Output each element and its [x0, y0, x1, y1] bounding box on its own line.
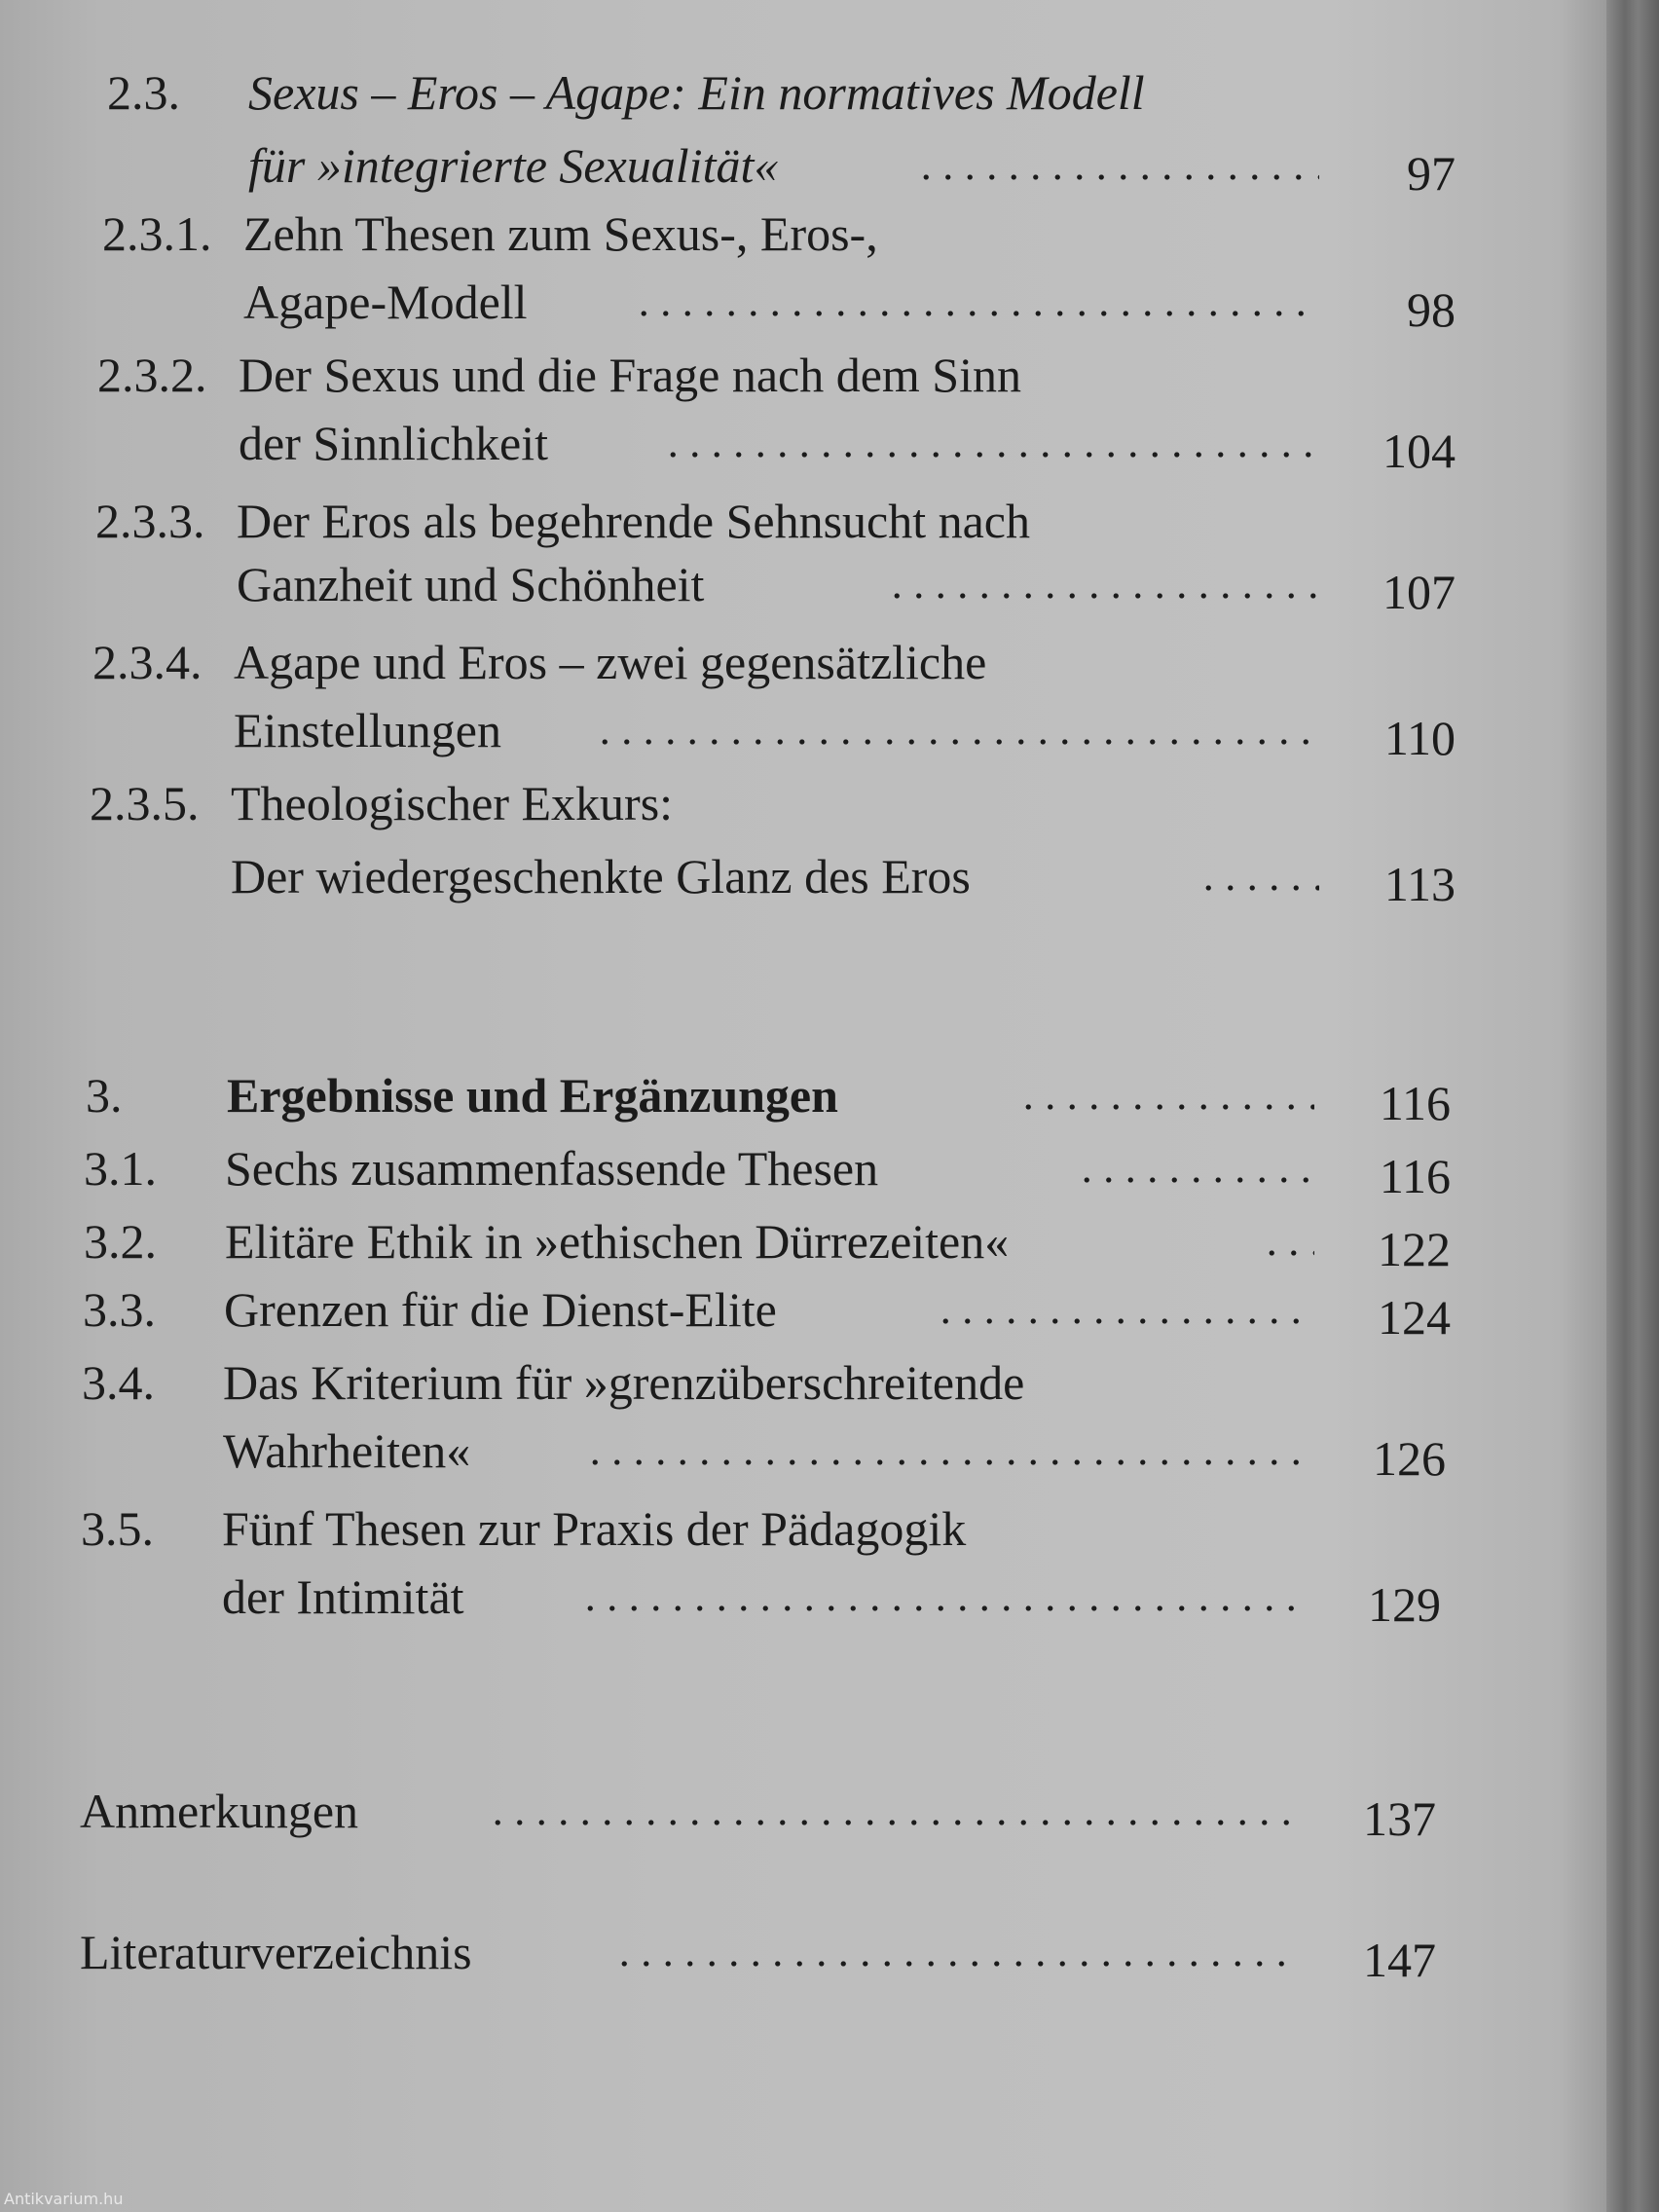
- entry-number: 2.3.1.: [102, 206, 212, 261]
- toc-entry-2-3-4: [0, 628, 1519, 696]
- entry-page: 113: [1383, 857, 1456, 911]
- entry-number: 3.4.: [82, 1355, 155, 1410]
- entry-page: 116: [1379, 1149, 1451, 1203]
- leader-dots: [487, 1820, 1300, 1825]
- entry-page: 107: [1382, 565, 1456, 619]
- toc-entry-2-3-cont: [0, 131, 1519, 200]
- entry-page: 122: [1378, 1222, 1451, 1276]
- page-edge-shadow: [1606, 0, 1659, 2212]
- entry-page: 110: [1383, 711, 1456, 765]
- entry-title-cont: Einstellungen: [234, 703, 501, 757]
- toc-entry-2-3-5-cont: [0, 842, 1519, 910]
- entry-title: Fünf Thesen zur Praxis der Pädagogik: [222, 1501, 967, 1556]
- leader-dots: [594, 739, 1319, 745]
- entry-number: 2.3.: [107, 65, 180, 120]
- entry-title: Grenzen für die Dienst-Elite: [224, 1282, 777, 1337]
- entry-title: Sexus – Eros – Agape: Ein normatives Modell: [248, 65, 1145, 120]
- entry-title-cont: für »integrierte Sexualität«: [248, 138, 779, 193]
- leader-dots: [935, 1318, 1314, 1324]
- toc-entry-3-2: [0, 1207, 1519, 1275]
- entry-number: 2.3.2.: [97, 348, 207, 402]
- toc-entry-2-3-1: [0, 200, 1519, 268]
- entry-number: 2.3.5.: [90, 776, 200, 830]
- toc-entry-2-3-4-cont: [0, 696, 1519, 764]
- entry-page: 126: [1373, 1431, 1446, 1486]
- entry-page: 129: [1368, 1577, 1441, 1632]
- entry-page: 104: [1382, 424, 1456, 478]
- entry-page: 98: [1407, 282, 1456, 337]
- entry-title: Sechs zusammenfassende Thesen: [225, 1141, 879, 1196]
- toc-entry-2-3-5: [0, 769, 1519, 837]
- entry-page: 147: [1363, 1933, 1436, 1987]
- entry-title: Elitäre Ethik in »ethischen Dürrezeiten«: [225, 1214, 1010, 1269]
- entry-number: 3.5.: [81, 1501, 154, 1556]
- entry-title: Der Eros als begehrende Sehnsucht nach: [237, 494, 1030, 548]
- entry-number: 3.2.: [84, 1214, 157, 1269]
- entry-title-cont: Ganzheit und Schönheit: [237, 557, 705, 611]
- entry-title: Literaturverzeichnis: [80, 1925, 472, 1979]
- leader-dots: [1017, 1104, 1314, 1110]
- toc-entry-literaturverzeichnis: [0, 1918, 1519, 1986]
- entry-number: 3.3.: [83, 1282, 156, 1337]
- entry-title-cont: Agape-Modell: [243, 275, 528, 329]
- toc-entry-2-3-3: [0, 487, 1519, 555]
- toc-entry-2-3-2: [0, 341, 1519, 409]
- entry-title: Anmerkungen: [80, 1784, 359, 1838]
- toc-entry-3-1: [0, 1134, 1519, 1202]
- entry-title-cont: Der wiedergeschenkte Glanz des Eros: [231, 849, 971, 903]
- toc-entry-2-3-1-cont: [0, 268, 1519, 336]
- toc-entry-2-3-2-cont: [0, 409, 1519, 477]
- entry-title-cont: der Intimität: [222, 1569, 464, 1624]
- entry-page: 116: [1379, 1076, 1451, 1130]
- leader-dots: [915, 174, 1319, 180]
- toc-entry-3-3: [0, 1275, 1519, 1344]
- entry-title-cont: der Sinnlichkeit: [239, 416, 548, 470]
- entry-number: 3.1.: [84, 1141, 157, 1196]
- toc-entry-3-5: [0, 1494, 1519, 1563]
- toc-entry-anmerkungen: [0, 1777, 1519, 1845]
- entry-page: 137: [1363, 1791, 1436, 1846]
- leader-dots: [1261, 1250, 1314, 1256]
- entry-number: 2.3.4.: [92, 635, 203, 689]
- entry-title: Zehn Thesen zum Sexus-, Eros-,: [243, 206, 878, 261]
- entry-page: 97: [1407, 146, 1456, 201]
- entry-page: 124: [1378, 1290, 1451, 1345]
- toc-entry-3-4: [0, 1348, 1519, 1417]
- entry-title: Agape und Eros – zwei gegensätzliche: [234, 635, 987, 689]
- toc-entry-2-3: [0, 58, 1519, 127]
- entry-number: 2.3.3.: [95, 494, 205, 548]
- toc-entry-3: [0, 1061, 1519, 1129]
- entry-title: Theologischer Exkurs:: [231, 776, 674, 830]
- entry-title: Ergebnisse und Ergänzungen: [227, 1068, 838, 1123]
- leader-dots: [633, 311, 1319, 316]
- toc-entry-3-5-cont: [0, 1563, 1519, 1631]
- entry-title: Das Kriterium für »grenzüberschreitende: [223, 1355, 1025, 1410]
- toc-entry-2-3-3-cont: [0, 550, 1519, 618]
- leader-dots: [886, 593, 1319, 599]
- leader-dots: [579, 1605, 1305, 1611]
- leader-dots: [662, 452, 1319, 458]
- entry-title-cont: Wahrheiten«: [223, 1423, 471, 1478]
- toc-entry-3-4-cont: [0, 1417, 1519, 1485]
- watermark: Antikvarium.hu: [4, 2190, 124, 2208]
- leader-dots: [613, 1961, 1300, 1967]
- leader-dots: [1198, 885, 1319, 891]
- leader-dots: [1076, 1177, 1314, 1183]
- entry-number: 3.: [86, 1068, 123, 1123]
- leader-dots: [584, 1459, 1309, 1465]
- entry-title: Der Sexus und die Frage nach dem Sinn: [239, 348, 1022, 402]
